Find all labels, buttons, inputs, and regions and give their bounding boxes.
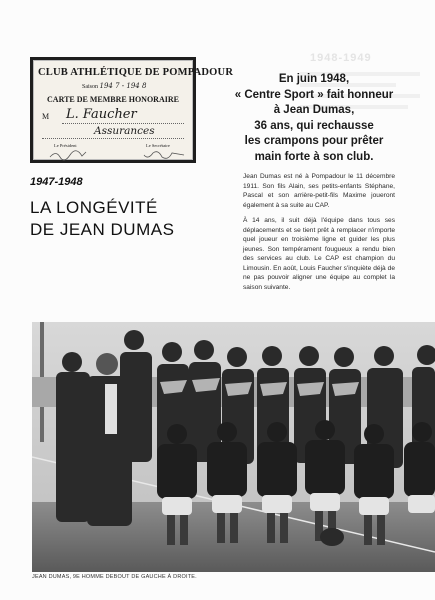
card-member-job: Assurances	[94, 125, 155, 137]
section-years: 1947-1948	[30, 176, 83, 188]
section-title-line2: DE JEAN DUMAS	[30, 220, 175, 239]
card-season-label: Saison	[82, 84, 99, 90]
membership-card	[30, 57, 234, 163]
card-season-value: 194 7 - 194 8	[99, 82, 147, 90]
photo-caption: JEAN DUMAS, 9E HOMME DEBOUT DE GAUCHE À DROITE.	[32, 574, 197, 580]
team-photo	[32, 322, 435, 572]
headline-line: En juin 1948,	[278, 73, 350, 85]
card-season	[82, 82, 146, 90]
article-paragraph: À 14 ans, il suit déjà l'équipe dans tous ses déplacements et se tient prêt à remplacer n'importe quel joueur en troisième ligne et guider les plus jeunes. Son tempérament fougueux a rendu bien des services au club. Le CAP est champion du Limousin. En août, Louis Faucher s'inquiète déjà de ne pas pouvoir aligner une équipe au complet la saison suivante.	[243, 217, 395, 291]
signature-scribble-icon	[142, 149, 186, 161]
article-paragraph: Jean Dumas est né à Pompadour le 11 décembre 1911. Son fils Alain, ses petits-enfants Stéphane, Pascal et son arrière-petit-fils Maxime joueront également à sa suite au CAP.	[243, 173, 395, 209]
rugby-ball-icon	[320, 528, 344, 546]
bleed-through-text: 1948-1949	[310, 52, 372, 64]
headline-line: à Jean Dumas,	[273, 104, 355, 116]
card-secretary-signature	[142, 149, 186, 163]
card-type: CARTE DE MEMBRE HONORAIRE	[47, 95, 179, 104]
headline-line: les crampons pour prêter	[244, 135, 384, 147]
card-dotted-line	[62, 123, 184, 124]
signature-scribble-icon	[48, 149, 88, 161]
card-member-name: L. Faucher	[66, 107, 137, 122]
headline	[214, 72, 414, 165]
membership-card-paper	[33, 60, 234, 160]
article-body	[243, 172, 395, 298]
card-secretary-label: Le Secrétaire	[146, 143, 170, 148]
section-title-line1: LA LONGÉVITÉ	[30, 198, 158, 217]
card-club-name: CLUB ATHLÉTIQUE DE POMPADOUR	[38, 67, 234, 78]
headline-line: 36 ans, qui rechausse	[254, 119, 374, 132]
card-dotted-line	[42, 138, 184, 139]
headline-line: main forte à son club.	[254, 150, 374, 163]
headline-line: « Centre Sport » fait honneur	[234, 88, 394, 101]
card-title-prefix: M	[42, 112, 50, 121]
card-president-signature	[48, 149, 88, 163]
card-president-label: Le Président	[54, 143, 77, 148]
